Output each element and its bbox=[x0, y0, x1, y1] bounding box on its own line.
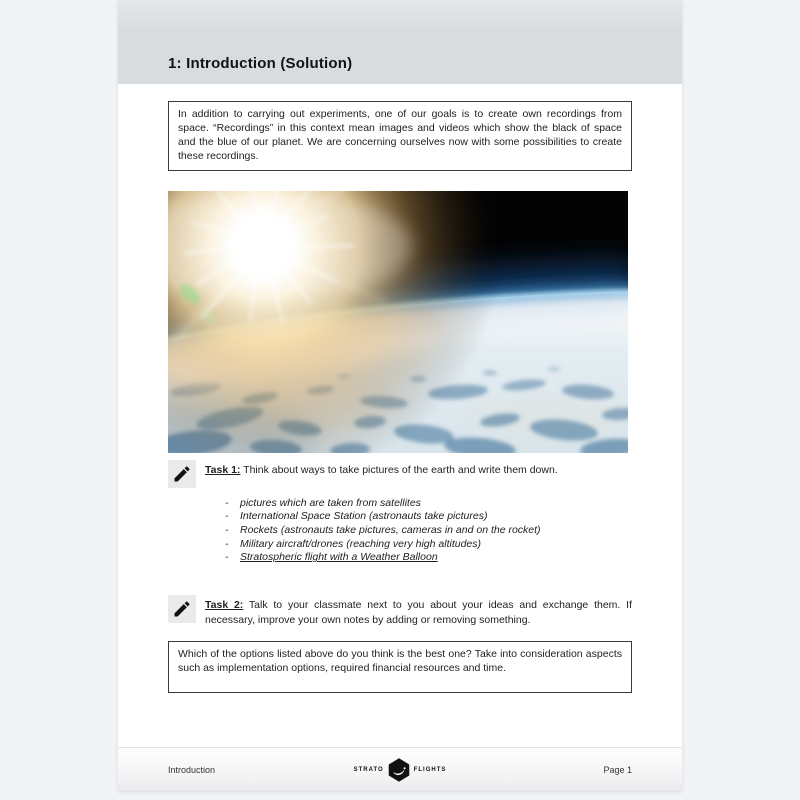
list-item: - Rockets (astronauts take pictures, cameras in and on the rocket) bbox=[225, 524, 632, 538]
page-title: 1: Introduction (Solution) bbox=[168, 55, 353, 72]
task2-icon-box bbox=[168, 595, 196, 623]
footer-page-number: Page 1 bbox=[603, 764, 632, 775]
task2-instruction: Talk to your classmate next to you about your ideas and exchange them. If necessary, improve your own notes by adding or removing something. bbox=[205, 599, 632, 626]
task2-row bbox=[168, 595, 632, 627]
task2-label: Task 2: bbox=[205, 599, 244, 612]
task1-answer-list bbox=[168, 497, 632, 565]
document-page bbox=[118, 0, 682, 791]
logo-text-strato: STRATO bbox=[353, 766, 384, 773]
page-header-bar bbox=[118, 0, 682, 84]
task2-text bbox=[205, 598, 632, 627]
task1-icon-box bbox=[168, 460, 196, 488]
page-content bbox=[118, 84, 682, 747]
task1-row bbox=[168, 460, 632, 488]
pencil-icon bbox=[172, 464, 192, 484]
question-box: Which of the options listed above do you think is the best one? Take into consideration aspects such as implementation options, required financial resources and time. bbox=[168, 641, 632, 693]
list-item: - pictures which are taken from satellites bbox=[225, 497, 632, 511]
pencil-icon bbox=[172, 599, 192, 619]
footer-section-name: Introduction bbox=[168, 764, 216, 775]
stratosphere-photo-illustration bbox=[168, 191, 628, 453]
task1-instruction: Think about ways to take pictures of the earth and write them down. bbox=[240, 463, 558, 476]
page-footer bbox=[118, 747, 682, 791]
task1-label: Task 1: bbox=[205, 463, 241, 476]
stratosphere-photo bbox=[168, 191, 628, 453]
intro-text-box: In addition to carrying out experiments, one of our goals is to create own recordings from space. “Recordings” in this context mean images and videos which show the black of space and the blue of our planet. We are concerning ourselves now with some possibilities to create these recordings. bbox=[168, 101, 632, 171]
list-item: - Stratospheric flight with a Weather Balloon bbox=[225, 551, 632, 565]
strato-flights-logo bbox=[354, 757, 447, 783]
hexagon-balloon-icon bbox=[388, 757, 410, 783]
list-item: - International Space Station (astronauts take pictures) bbox=[225, 510, 632, 524]
logo-text-flights: FLIGHTS bbox=[413, 766, 447, 773]
list-item: - Military aircraft/drones (reaching very high altitudes) bbox=[225, 538, 632, 552]
task1-text bbox=[205, 463, 632, 477]
